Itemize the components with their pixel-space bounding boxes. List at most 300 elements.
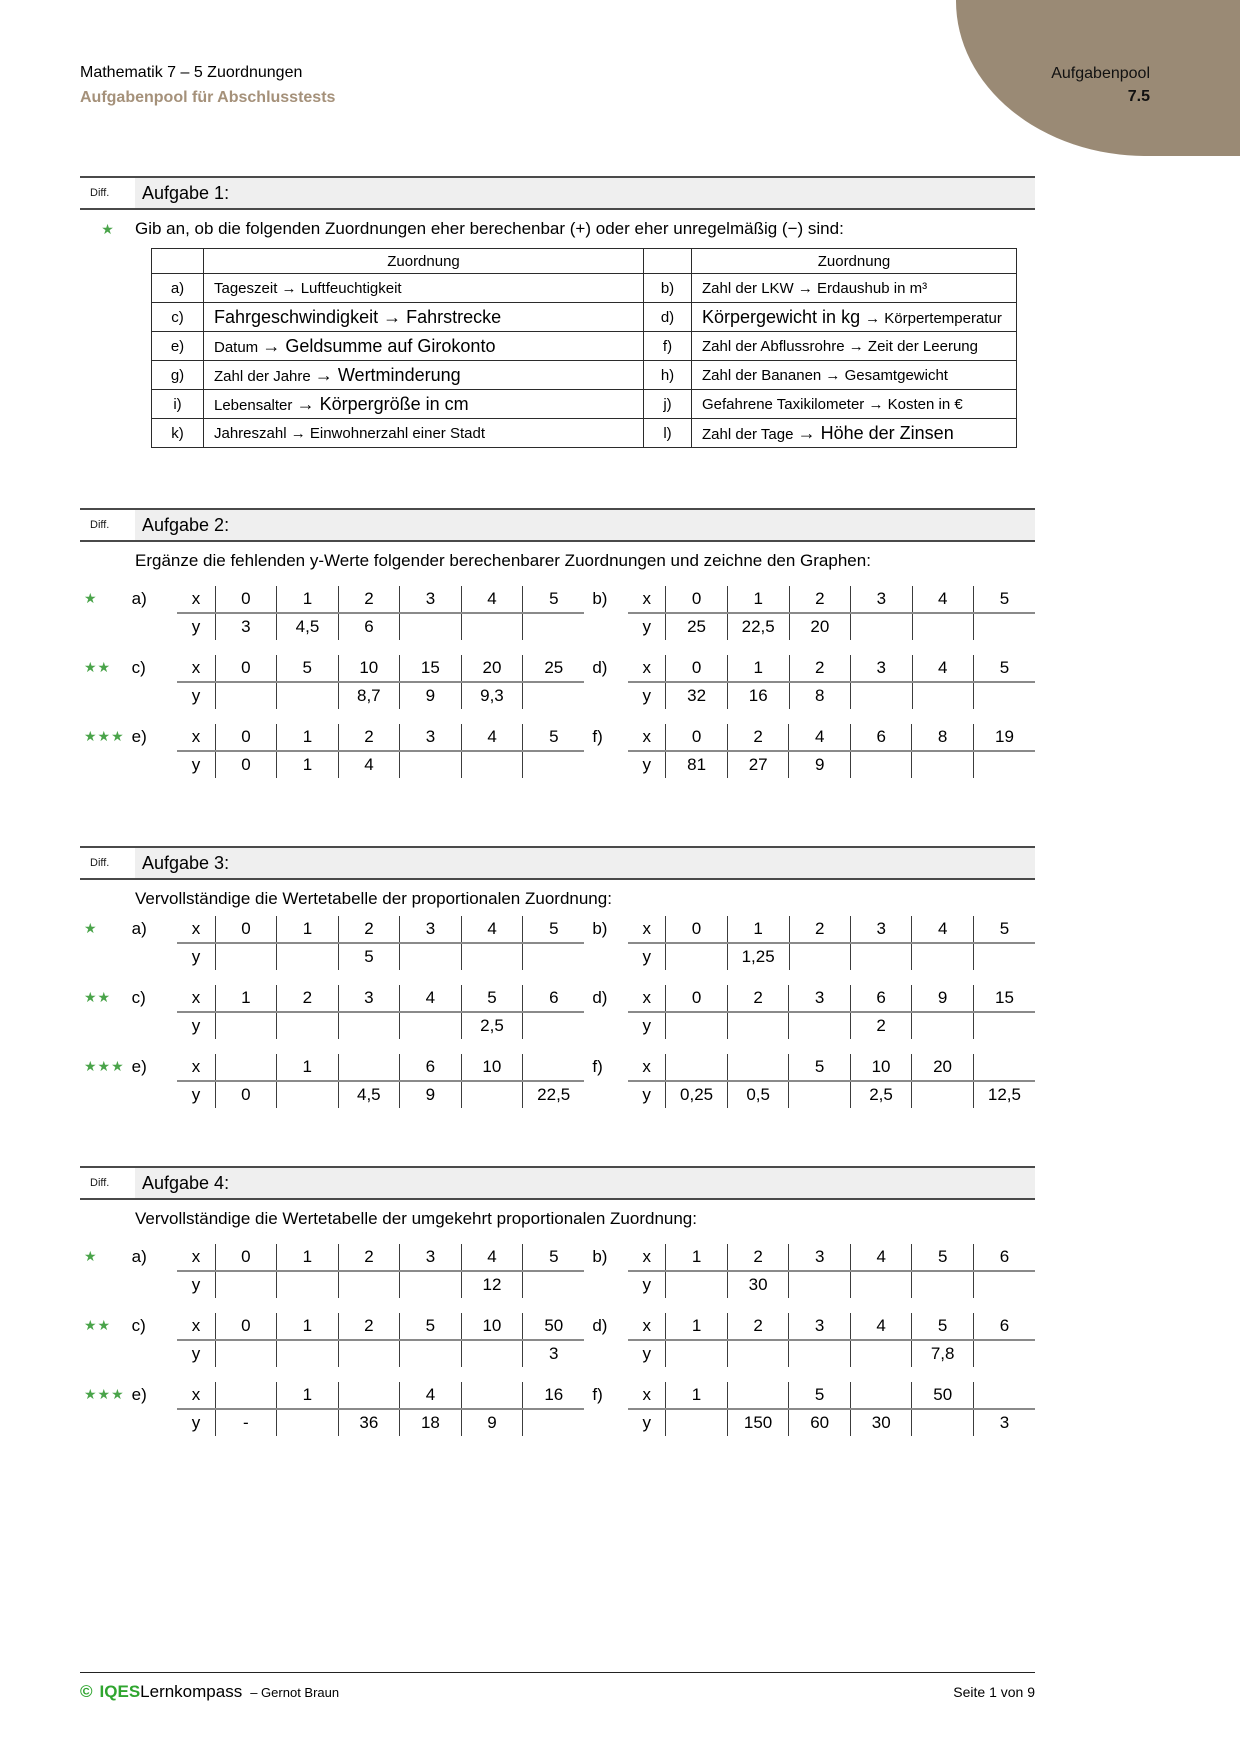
task-1-instruction: Gib an, ob die folgenden Zuordnungen eher berechenbar (+) oder eher unregelmäßig (−) sind: bbox=[135, 219, 844, 238]
x-value-cell: 10 bbox=[338, 655, 400, 682]
task-2-instruction: Ergänze die fehlenden y-Werte folgender berechenbarer Zuordnungen und zeichne den Graphen: bbox=[135, 551, 871, 570]
y-value-cell bbox=[912, 751, 973, 778]
y-value-cell bbox=[338, 1271, 400, 1298]
y-value-cell bbox=[912, 613, 973, 640]
x-value-cell bbox=[523, 1054, 585, 1081]
y-value-cell: 8 bbox=[789, 682, 851, 709]
task-3-title: Aufgabe 3: bbox=[135, 848, 1035, 878]
x-value-cell: 5 bbox=[912, 1244, 974, 1271]
x-value-cell: 4 bbox=[850, 1244, 912, 1271]
y-row bbox=[628, 1271, 1035, 1298]
x-value-cell: 3 bbox=[400, 916, 462, 943]
x-value-cell: 2 bbox=[727, 985, 789, 1012]
x-value-cell: 1 bbox=[666, 1382, 727, 1409]
course-title: Mathematik 7 – 5 Zuordnungen bbox=[80, 64, 303, 81]
y-value-cell bbox=[461, 1081, 523, 1108]
x-value-cell: 2 bbox=[277, 985, 339, 1012]
y-value-cell bbox=[523, 1271, 585, 1298]
y-value-cell bbox=[850, 1340, 912, 1367]
subtask-label: d) bbox=[592, 988, 608, 1007]
x-value-cell: 2 bbox=[338, 724, 400, 751]
y-value-cell bbox=[851, 613, 912, 640]
y-value-cell bbox=[789, 1012, 851, 1039]
diff-label: Diff. bbox=[80, 510, 132, 540]
x-row-label: x bbox=[177, 586, 215, 613]
x-row bbox=[628, 1054, 1035, 1081]
assignment-text bbox=[692, 303, 1017, 332]
y-value-cell: 2,5 bbox=[461, 1012, 523, 1039]
x-row bbox=[628, 916, 1035, 943]
y-value-cell: 27 bbox=[727, 751, 789, 778]
x-value-cell: 0 bbox=[666, 724, 728, 751]
y-row bbox=[177, 751, 584, 778]
y-value-cell bbox=[850, 1271, 912, 1298]
y-value-cell bbox=[523, 613, 585, 640]
x-value-cell: 50 bbox=[523, 1313, 585, 1340]
x-row-label: x bbox=[628, 586, 666, 613]
y-value-cell bbox=[400, 1340, 462, 1367]
y-value-cell: 12,5 bbox=[973, 1081, 1035, 1108]
y-value-cell bbox=[215, 1340, 277, 1367]
x-value-cell: 3 bbox=[850, 916, 911, 943]
diff-label: Diff. bbox=[80, 848, 132, 878]
y-value-cell: 0,25 bbox=[666, 1081, 728, 1108]
y-value-cell bbox=[400, 751, 462, 778]
page-header bbox=[80, 60, 335, 110]
difficulty-star-icons: ★★ bbox=[84, 659, 112, 675]
task-2-header-bar bbox=[80, 508, 1035, 542]
row-label: j) bbox=[644, 390, 692, 419]
corner-text bbox=[1051, 62, 1150, 108]
x-value-cell: 4 bbox=[789, 724, 850, 751]
table-pair-row bbox=[80, 1054, 1035, 1108]
x-row bbox=[177, 916, 584, 943]
y-value-cell bbox=[523, 1012, 585, 1039]
value-table bbox=[177, 724, 584, 778]
table-pair-row bbox=[80, 916, 1035, 970]
x-value-cell: 4 bbox=[912, 916, 973, 943]
y-value-cell: 1 bbox=[277, 751, 339, 778]
task-1-header-bar bbox=[80, 176, 1035, 210]
row-label: a) bbox=[152, 274, 204, 303]
assignment-text bbox=[204, 303, 644, 332]
x-value-cell: 5 bbox=[974, 655, 1036, 682]
assignment-text-segment: Zahl der Jahre bbox=[214, 367, 315, 385]
y-value-cell: 30 bbox=[850, 1409, 912, 1436]
y-value-cell bbox=[727, 1340, 789, 1367]
x-value-cell: 3 bbox=[789, 1313, 851, 1340]
difficulty-star-icons: ★★★ bbox=[84, 728, 125, 744]
x-row bbox=[628, 724, 1035, 751]
x-value-cell: 0 bbox=[215, 655, 276, 682]
x-row bbox=[628, 1244, 1035, 1271]
x-value-cell: 3 bbox=[789, 985, 851, 1012]
x-value-cell: 4 bbox=[461, 724, 523, 751]
x-value-cell: 6 bbox=[973, 1244, 1035, 1271]
assignment-text bbox=[692, 332, 1017, 361]
x-value-cell: 1 bbox=[277, 724, 339, 751]
footer-brand bbox=[80, 1682, 339, 1702]
x-row bbox=[628, 1382, 1035, 1409]
table-pair-row bbox=[80, 724, 1035, 778]
task-4-tables bbox=[80, 1244, 1035, 1436]
x-value-cell bbox=[666, 1054, 728, 1081]
x-value-cell bbox=[215, 1054, 276, 1081]
task-1-instruction-row bbox=[80, 218, 1035, 240]
brand-lernkompass: Lernkompass bbox=[140, 1682, 243, 1701]
y-value-cell bbox=[461, 613, 523, 640]
corner-tab-shape bbox=[956, 0, 1240, 156]
assignment-text-segment: Lebensalter bbox=[214, 396, 297, 414]
value-table bbox=[628, 985, 1035, 1039]
table-pair-row bbox=[80, 1313, 1035, 1367]
y-value-cell: - bbox=[215, 1409, 276, 1436]
x-value-cell: 2 bbox=[789, 655, 851, 682]
assignment-text bbox=[692, 274, 1017, 303]
x-row bbox=[177, 655, 584, 682]
difficulty-star-icons: ★★★ bbox=[84, 1058, 125, 1074]
y-value-cell: 32 bbox=[666, 682, 728, 709]
subtask-label: f) bbox=[592, 727, 603, 746]
subtask-label: c) bbox=[131, 988, 146, 1007]
y-row bbox=[628, 613, 1035, 640]
y-value-cell bbox=[973, 943, 1035, 970]
task-2-section bbox=[80, 508, 1035, 793]
y-value-cell bbox=[912, 1271, 974, 1298]
y-value-cell bbox=[666, 943, 727, 970]
y-value-cell: 8,7 bbox=[338, 682, 400, 709]
value-table bbox=[177, 916, 584, 970]
value-table bbox=[177, 1054, 584, 1108]
table-pair-row bbox=[80, 655, 1035, 709]
x-row bbox=[177, 1382, 584, 1409]
diff-label: Diff. bbox=[80, 178, 132, 208]
worksheet-subtitle: Aufgabenpool für Abschlusstests bbox=[80, 89, 336, 106]
x-value-cell: 1 bbox=[277, 1382, 338, 1409]
y-row bbox=[628, 943, 1035, 970]
y-row-label: y bbox=[642, 755, 651, 774]
x-value-cell: 5 bbox=[461, 985, 523, 1012]
assignment-text bbox=[204, 390, 644, 419]
y-value-cell bbox=[850, 751, 911, 778]
y-row bbox=[628, 1081, 1035, 1108]
y-value-cell: 1,25 bbox=[727, 943, 789, 970]
subtask-label: a) bbox=[131, 919, 147, 938]
x-row bbox=[628, 655, 1035, 682]
assignment-row bbox=[152, 361, 1017, 390]
author-name: – Gernot Braun bbox=[250, 1685, 340, 1700]
assignment-text bbox=[204, 274, 644, 303]
assignment-row bbox=[152, 390, 1017, 419]
x-row bbox=[177, 1313, 584, 1340]
subtask-label: b) bbox=[592, 589, 608, 608]
x-value-cell: 20 bbox=[461, 655, 523, 682]
x-value-cell: 5 bbox=[974, 586, 1036, 613]
value-table bbox=[628, 1382, 1035, 1436]
x-row bbox=[177, 1054, 584, 1081]
y-value-cell bbox=[974, 682, 1036, 709]
y-value-cell bbox=[666, 1340, 728, 1367]
y-value-cell bbox=[215, 1012, 277, 1039]
x-row-label: x bbox=[628, 1382, 666, 1409]
y-row-label: y bbox=[191, 1413, 201, 1432]
y-value-cell bbox=[789, 1340, 851, 1367]
x-value-cell: 9 bbox=[912, 985, 974, 1012]
y-value-cell bbox=[850, 943, 911, 970]
x-row bbox=[177, 985, 584, 1012]
y-value-cell bbox=[912, 943, 973, 970]
y-row-label: y bbox=[191, 617, 201, 636]
assignment-text-segment: Jahreszahl → Einwohnerzahl einer Stadt bbox=[214, 424, 485, 442]
y-value-cell bbox=[215, 1271, 277, 1298]
x-value-cell: 16 bbox=[523, 1382, 585, 1409]
assignment-text-segment: Tageszeit → Luftfeuchtigkeit bbox=[214, 279, 402, 297]
y-row-label: y bbox=[642, 686, 651, 705]
assignment-row bbox=[152, 274, 1017, 303]
task-1-title: Aufgabe 1: bbox=[135, 178, 1035, 208]
x-value-cell: 2 bbox=[789, 916, 850, 943]
x-value-cell: 2 bbox=[338, 586, 400, 613]
value-table bbox=[628, 916, 1035, 970]
y-value-cell bbox=[277, 1081, 338, 1108]
row-label: d) bbox=[644, 303, 692, 332]
subtask-label: a) bbox=[131, 1247, 147, 1266]
row-label: k) bbox=[152, 419, 204, 448]
y-value-cell: 2 bbox=[850, 1012, 912, 1039]
row-label: l) bbox=[644, 419, 692, 448]
x-value-cell: 3 bbox=[400, 1244, 462, 1271]
task-3-header-bar bbox=[80, 846, 1035, 880]
assignment-header-row bbox=[152, 249, 1017, 274]
y-value-cell bbox=[912, 1012, 974, 1039]
y-row-label: y bbox=[642, 1275, 651, 1294]
column-header-left: Zuordnung bbox=[204, 249, 644, 274]
value-table bbox=[628, 724, 1035, 778]
subtask-label: b) bbox=[592, 919, 608, 938]
y-value-cell: 2,5 bbox=[850, 1081, 912, 1108]
y-row-label: y bbox=[642, 1413, 651, 1432]
x-value-cell: 3 bbox=[400, 724, 462, 751]
x-value-cell bbox=[727, 1382, 789, 1409]
assignment-text-segment: → Wertminderung bbox=[314, 364, 461, 385]
x-value-cell: 3 bbox=[789, 1244, 851, 1271]
task-4-instruction-row bbox=[135, 1208, 1035, 1230]
y-row bbox=[628, 1409, 1035, 1436]
x-value-cell: 6 bbox=[523, 985, 585, 1012]
x-value-cell: 8 bbox=[912, 724, 973, 751]
y-value-cell bbox=[338, 1012, 400, 1039]
assignment-row bbox=[152, 332, 1017, 361]
y-value-cell: 60 bbox=[789, 1409, 851, 1436]
x-value-cell: 0 bbox=[666, 655, 728, 682]
x-value-cell: 3 bbox=[851, 655, 913, 682]
y-value-cell: 4,5 bbox=[338, 1081, 400, 1108]
y-value-cell bbox=[912, 682, 974, 709]
assignment-text-segment: Zahl der Abflussrohre → Zeit der Leerung bbox=[702, 337, 978, 355]
y-value-cell: 3 bbox=[974, 1409, 1036, 1436]
subtask-label: e) bbox=[131, 1057, 147, 1076]
x-value-cell: 2 bbox=[727, 1313, 789, 1340]
task-4-header-bar bbox=[80, 1166, 1035, 1200]
x-value-cell: 15 bbox=[400, 655, 462, 682]
row-label: f) bbox=[644, 332, 692, 361]
x-value-cell: 1 bbox=[666, 1244, 728, 1271]
y-row bbox=[177, 943, 584, 970]
y-value-cell: 9 bbox=[400, 1081, 461, 1108]
y-value-cell bbox=[974, 613, 1036, 640]
y-value-cell: 0,5 bbox=[727, 1081, 789, 1108]
y-value-cell bbox=[338, 1340, 400, 1367]
x-row bbox=[177, 724, 584, 751]
assignment-text bbox=[692, 419, 1017, 448]
x-value-cell: 20 bbox=[912, 1054, 973, 1081]
subtask-label: d) bbox=[592, 658, 608, 677]
y-row bbox=[177, 682, 584, 709]
y-value-cell bbox=[912, 1081, 973, 1108]
y-row bbox=[628, 682, 1035, 709]
y-row-label: y bbox=[642, 1016, 651, 1035]
x-value-cell: 4 bbox=[912, 586, 973, 613]
y-value-cell bbox=[666, 1409, 727, 1436]
y-row bbox=[177, 1081, 584, 1108]
x-value-cell: 6 bbox=[400, 1054, 461, 1081]
y-row-label: y bbox=[191, 1275, 201, 1294]
x-value-cell: 5 bbox=[973, 916, 1035, 943]
y-value-cell: 22,5 bbox=[727, 613, 789, 640]
x-row-label: x bbox=[628, 655, 666, 682]
corner-number: 7.5 bbox=[1127, 88, 1150, 105]
x-value-cell: 2 bbox=[727, 1244, 789, 1271]
y-value-cell: 6 bbox=[338, 613, 400, 640]
assignment-text-segment: Zahl der LKW → Erdaushub in m³ bbox=[702, 279, 928, 297]
x-value-cell bbox=[727, 1054, 789, 1081]
table-pair-row bbox=[80, 586, 1035, 640]
y-value-cell bbox=[666, 1012, 728, 1039]
y-row-label: y bbox=[191, 1085, 201, 1104]
x-value-cell: 0 bbox=[666, 586, 728, 613]
y-value-cell bbox=[400, 943, 462, 970]
x-value-cell: 2 bbox=[338, 1244, 400, 1271]
x-value-cell: 0 bbox=[666, 916, 727, 943]
difficulty-star-icons: ★ bbox=[84, 590, 98, 606]
x-value-cell: 4 bbox=[400, 1382, 462, 1409]
subtask-label: c) bbox=[131, 1316, 146, 1335]
x-row-label: x bbox=[177, 724, 215, 751]
value-table bbox=[628, 1313, 1035, 1367]
y-value-cell: 7,8 bbox=[912, 1340, 974, 1367]
y-value-cell: 9 bbox=[400, 682, 462, 709]
x-value-cell: 5 bbox=[523, 916, 585, 943]
y-value-cell: 9 bbox=[789, 751, 850, 778]
x-value-cell: 0 bbox=[666, 985, 728, 1012]
assignment-text bbox=[692, 390, 1017, 419]
assignment-text-segment: → Höhe der Zinsen bbox=[797, 422, 954, 443]
value-table bbox=[177, 1313, 584, 1367]
y-value-cell bbox=[523, 682, 585, 709]
y-value-cell bbox=[215, 943, 277, 970]
x-row-label: x bbox=[628, 916, 666, 943]
value-table bbox=[177, 1382, 584, 1436]
x-row-label: x bbox=[177, 1244, 215, 1271]
x-value-cell: 1 bbox=[727, 916, 789, 943]
task-2-tables bbox=[80, 586, 1035, 778]
y-value-cell: 25 bbox=[666, 613, 728, 640]
x-value-cell: 5 bbox=[523, 724, 585, 751]
subtask-label: c) bbox=[131, 658, 146, 677]
y-value-cell: 4 bbox=[338, 751, 400, 778]
x-value-cell: 5 bbox=[789, 1054, 850, 1081]
y-row bbox=[177, 1271, 584, 1298]
x-row bbox=[177, 586, 584, 613]
assignment-row bbox=[152, 303, 1017, 332]
value-table bbox=[628, 1244, 1035, 1298]
assignment-text bbox=[204, 419, 644, 448]
y-value-cell bbox=[277, 1012, 339, 1039]
x-row-label: x bbox=[177, 1313, 215, 1340]
y-value-cell: 0 bbox=[215, 751, 277, 778]
assignment-text-segment: Fahrgeschwindigkeit → Fahrstrecke bbox=[214, 306, 502, 327]
subtask-label: d) bbox=[592, 1316, 608, 1335]
row-label: i) bbox=[152, 390, 204, 419]
y-value-cell bbox=[789, 1271, 851, 1298]
x-value-cell bbox=[974, 1382, 1036, 1409]
x-value-cell: 3 bbox=[400, 586, 462, 613]
y-value-cell: 16 bbox=[727, 682, 789, 709]
y-value-cell bbox=[277, 943, 339, 970]
x-row bbox=[628, 1313, 1035, 1340]
x-row-label: x bbox=[628, 1244, 666, 1271]
row-label: b) bbox=[644, 274, 692, 303]
x-value-cell: 0 bbox=[215, 724, 277, 751]
x-value-cell: 10 bbox=[850, 1054, 912, 1081]
task-4-title: Aufgabe 4: bbox=[135, 1168, 1035, 1198]
y-row bbox=[177, 613, 584, 640]
assignment-text-segment: → Geldsumme auf Girokonto bbox=[262, 335, 496, 356]
y-value-cell: 3 bbox=[215, 613, 277, 640]
y-value-cell: 3 bbox=[523, 1340, 585, 1367]
x-row-label: x bbox=[628, 724, 666, 751]
x-value-cell: 2 bbox=[338, 1313, 400, 1340]
value-table bbox=[628, 586, 1035, 640]
x-value-cell: 4 bbox=[461, 1244, 523, 1271]
assignment-text bbox=[692, 361, 1017, 390]
y-value-cell bbox=[277, 1271, 339, 1298]
x-value-cell: 1 bbox=[666, 1313, 728, 1340]
x-value-cell: 0 bbox=[215, 1244, 277, 1271]
assignment-table bbox=[151, 248, 1017, 448]
x-value-cell: 5 bbox=[523, 586, 585, 613]
y-value-cell bbox=[277, 682, 338, 709]
y-row-label: y bbox=[191, 947, 201, 966]
y-value-cell: 4,5 bbox=[277, 613, 339, 640]
assignment-text-segment: Körpergewicht in kg bbox=[702, 306, 866, 327]
y-value-cell bbox=[277, 1409, 338, 1436]
x-value-cell: 5 bbox=[912, 1313, 974, 1340]
task-3-section bbox=[80, 846, 1035, 1123]
value-table bbox=[628, 655, 1035, 709]
y-value-cell: 20 bbox=[789, 613, 851, 640]
x-value-cell: 0 bbox=[215, 1313, 277, 1340]
y-value-cell bbox=[400, 1271, 462, 1298]
difficulty-star-icons: ★ bbox=[84, 920, 98, 936]
y-value-cell bbox=[973, 1340, 1035, 1367]
diff-label: Diff. bbox=[80, 1168, 132, 1198]
assignment-text-segment: → Körpertemperatur bbox=[865, 309, 1002, 327]
task-4-instruction: Vervollständige die Wertetabelle der umgekehrt proportionalen Zuordnung: bbox=[135, 1209, 697, 1228]
x-value-cell: 1 bbox=[727, 586, 789, 613]
y-value-cell: 30 bbox=[727, 1271, 789, 1298]
y-value-cell bbox=[400, 1012, 462, 1039]
